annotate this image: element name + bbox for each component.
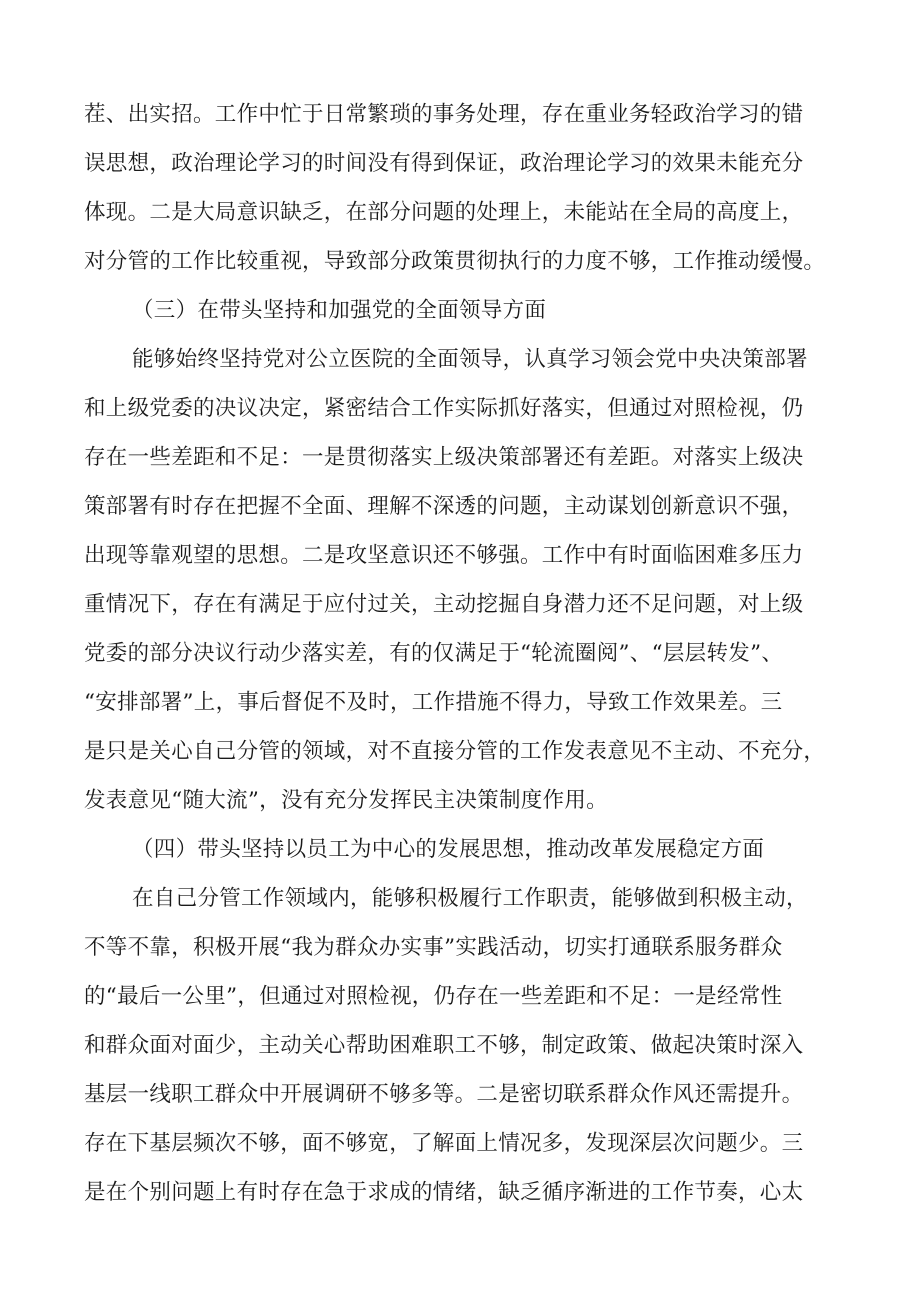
paragraph-line: 的“最后一公里”，但通过对照检视，仍存在一些差距和不足：一是经常性 [84,984,783,1009]
paragraph-line: 存在一些差距和不足：一是贯彻落实上级决策部署还有差距。对落实上级决 [84,445,804,470]
paragraph-line: 茬、出实招。工作中忙于日常繁琐的事务处理，存在重业务轻政治学习的错 [84,102,804,127]
paragraph-line: “安排部署”上，事后督促不及时，工作措施不得力，导致工作效果差。三 [84,690,783,715]
paragraph-line: 和上级党委的决议决定，紧密结合工作实际抓好落实，但通过对照检视，仍 [84,396,804,421]
paragraph-line: 发表意见“随大流”，没有充分发挥民主决策制度作用。 [84,788,608,813]
paragraph-line: 在自己分管工作领域内，能够积极履行工作职责，能够做到积极主动， [132,886,808,911]
paragraph-line: 能够始终坚持党对公立医院的全面领导，认真学习领会党中央决策部署 [132,347,808,372]
paragraph-line: 对分管的工作比较重视，导致部分政策贯彻执行的力度不够，工作推动缓慢。 [84,249,826,274]
section-heading: （三）在带头坚持和加强党的全面领导方面 [132,298,547,323]
paragraph-line: 体现。二是大局意识缺乏，在部分问题的处理上，未能站在全局的高度上， [84,200,804,225]
paragraph-line: 是只是关心自己分管的领域，对不直接分管的工作发表意见不主动、不充分， [84,739,826,764]
paragraph-line: 重情况下，存在有满足于应付过关，主动挖掘自身潜力还不足问题，对上级 [84,592,804,617]
paragraph-line: 党委的部分决议行动少落实差，有的仅满足于“轮流圈阅”、“层层转发”、 [84,641,784,666]
paragraph-line: 出现等靠观望的思想。二是攻坚意识还不够强。工作中有时面临困难多压力 [84,543,804,568]
paragraph-line: 基层一线职工群众中开展调研不够多等。二是密切联系群众作风还需提升。 [84,1082,804,1107]
paragraph-line: 是在个别问题上有时存在急于求成的情绪，缺乏循序渐进的工作节奏，心太 [84,1180,804,1205]
paragraph-line: 不等不靠，积极开展“我为群众办实事”实践活动，切实打通联系服务群众 [84,935,783,960]
paragraph-line: 误思想，政治理论学习的时间没有得到保证，政治理论学习的效果未能充分 [84,151,804,176]
paragraph-line: 存在下基层频次不够，面不够宽，了解面上情况多，发现深层次问题少。三 [84,1131,804,1156]
paragraph-line: 和群众面对面少，主动关心帮助困难职工不够，制定政策、做起决策时深入 [84,1033,804,1058]
paragraph-line: 策部署有时存在把握不全面、理解不深透的问题，主动谋划创新意识不强， [84,494,804,519]
section-heading: （四）带头坚持以员工为中心的发展思想，推动改革发展稳定方面 [132,837,765,862]
